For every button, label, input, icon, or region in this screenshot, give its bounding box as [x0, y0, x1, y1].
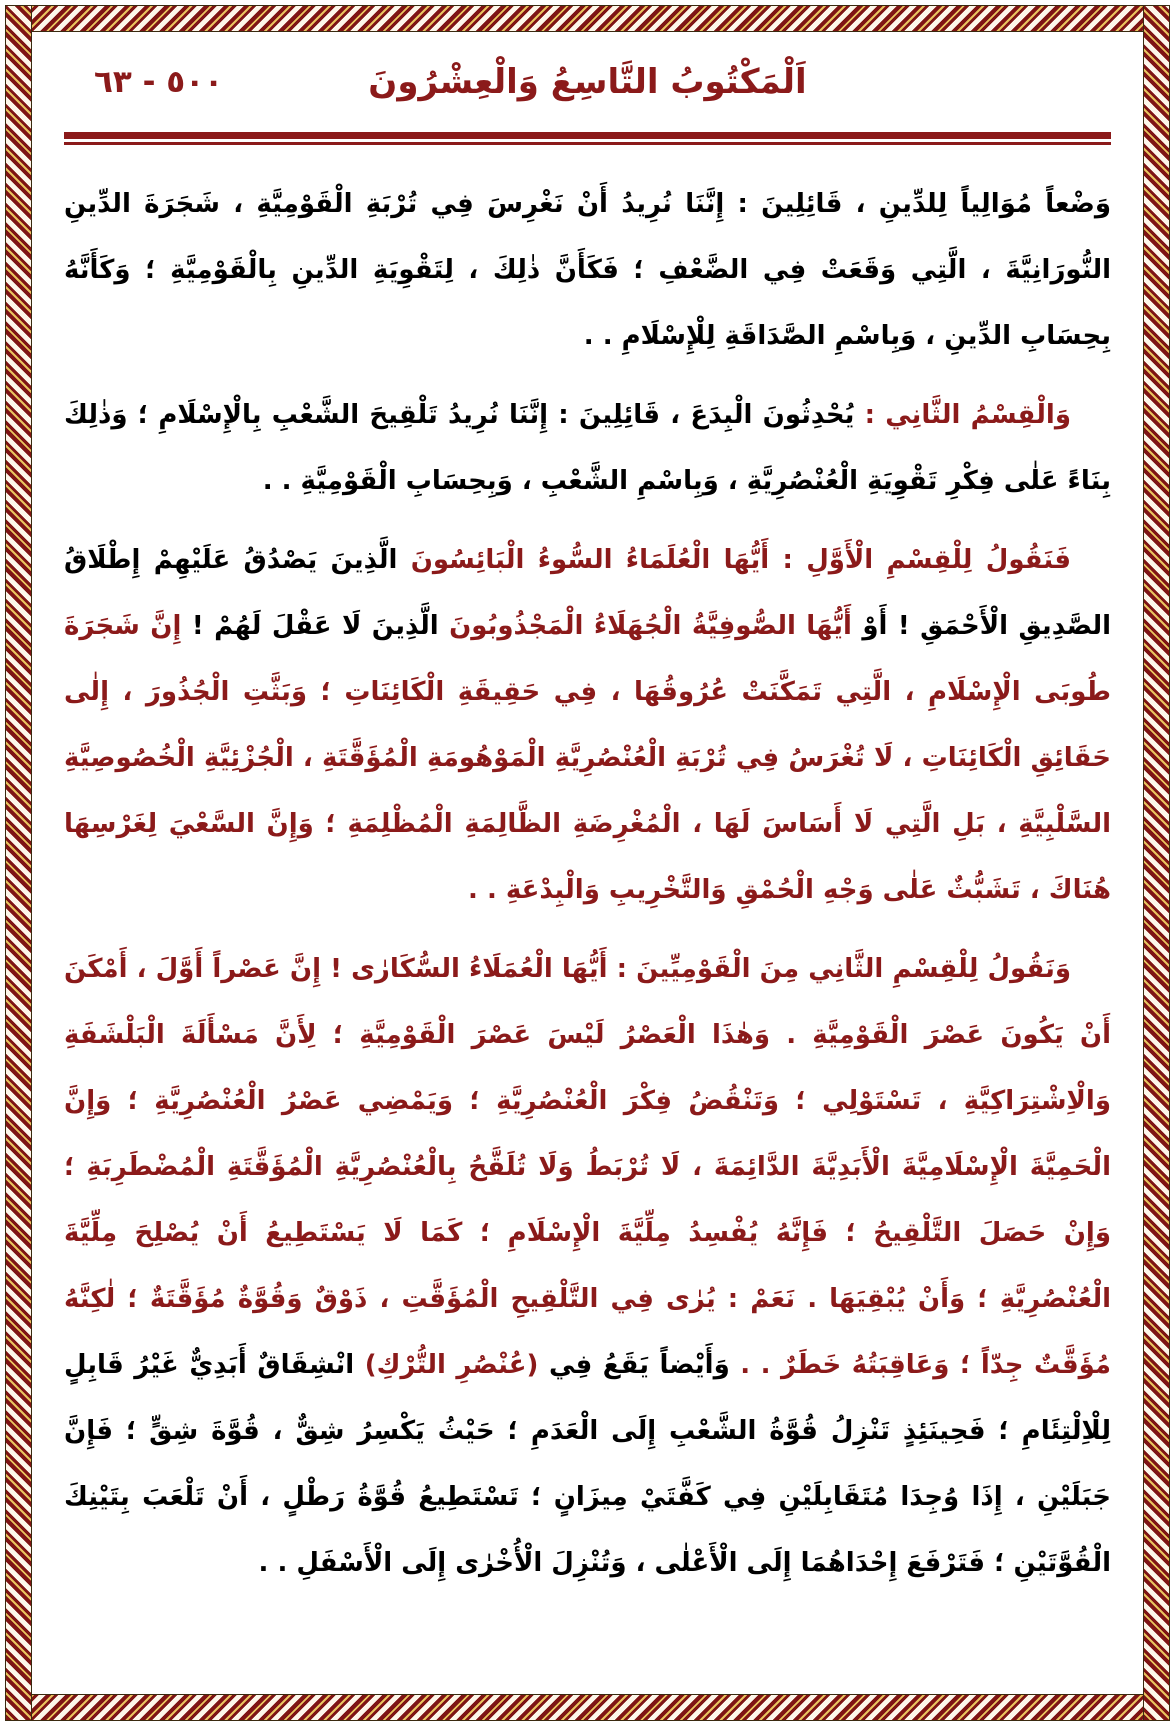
text-run: انْشِقَاقٌ أَبَدِيٌّ غَيْرُ قَابِلٍ لِلْاِلْتِئَامِ ؛ فَحِينَئِذٍ تَنْزِلُ قُوَّةُ الشَّعْبِ إِلَى الْعَدَمِ ؛ حَيْثُ يَكْسِرُ شِقٌّ ، قُوَّةَ شِقٍّ ؛ فَإِنَّ جَبَلَيْنِ ، إِذَا وُجِدَا مُتَقَابِلَيْنِ فِي كَفَّتَيْ مِيزَانٍ ؛ تَسْتَطِيعُ قُوَّةُ رَطْلٍ ، أَنْ تَلْعَبَ بِتَيْنِكَ الْقُوَّتَيْنِ ؛ فَتَرْفَعَ إِحْدَاهُمَا إِلَى الْأَعْلٰى ، وَتُنْزِلَ الْأُخْرٰى إِلَى الْأَسْفَلِ . . [64, 1350, 1111, 1578]
text-run: وَالْقِسْمُ الثَّانِي : [854, 400, 1071, 430]
ornamental-border-right [1143, 5, 1170, 1721]
paragraph [64, 527, 1111, 923]
text-run: وَضْعاً مُوَالِياً لِلدِّينِ ، قَائِلِينَ : إِنَّنَا نُرِيدُ أَنْ نَغْرِسَ فِي تُرْبَةِ الْقَوْمِيَّةِ ، شَجَرَةَ الدِّينِ النُّورَانِيَّةَ ، الَّتِي وَقَعَتْ فِي الضَّعْفِ ؛ فَكَأَنَّ ذٰلِكَ ، لِتَقْوِيَةِ الدِّينِ بِالْقَوْمِيَّةِ ؛ وَكَأَنَّهُ بِحِسَابِ الدِّينِ ، وَبِاسْمِ الصَّدَاقَةِ لِلْإِسْلَامِ . . [64, 189, 1111, 351]
header-rule-thick [64, 132, 1111, 139]
text-run: أَيُّهَا الصُّوفِيَّةُ الْجُهَلَاءُ الْمَجْذُوبُونَ [438, 611, 852, 641]
paragraph [64, 382, 1111, 514]
header-rule-thin [64, 142, 1111, 145]
text-run: الَّذِينَ لَا عَقْلَ لَهُمْ ! [181, 611, 439, 641]
text-run: وَنَقُولُ لِلْقِسْمِ الثَّانِي مِنَ الْقَوْمِيِّينَ : أَيُّهَا الْعُمَلَاءُ السُّكَارٰى ! إِنَّ عَصْراً أَوَّلَ ، أَمْكَنَ أَنْ يَكُونَ عَصْرَ الْقَوْمِيَّةِ . وَهٰذَا الْعَصْرُ لَيْسَ عَصْرَ الْقَوْمِيَّةِ ؛ لِأَنَّ مَسْأَلَةَ الْبَلْشَفَةِ وَالْاِشْتِرَاكِيَّةِ ، تَسْتَوْلِي ؛ وَتَنْقُضُ فِكْرَ الْعُنْصُرِيَّةِ ؛ وَيَمْضِي عَصْرُ الْعُنْصُرِيَّةِ ؛ وَإِنَّ الْحَمِيَّةَ الْإِسْلَامِيَّةَ الْأَبَدِيَّةَ الدَّائِمَةَ ، لَا تُرْبَطُ وَلَا تُلَقَّحُ بِالْعُنْصُرِيَّةِ الْمُؤَقَّتَةِ الْمُضْطَرِبَةِ ؛ وَإِنْ حَصَلَ التَّلْقِيحُ ؛ فَإِنَّهُ يُفْسِدُ مِلِّيَّةَ الْإِسْلَامِ ؛ كَمَا لَا يَسْتَطِيعُ أَنْ يُصْلِحَ مِلِّيَّةَ الْعُنْصُرِيَّةِ ؛ وَأَنْ يُبْقِيَهَا . نَعَمْ : يُرٰى فِي التَّلْقِيحِ الْمُؤَقَّتِ ، ذَوْقٌ وَقُوَّةٌ مُؤَقَّتَةٌ ؛ لٰكِنَّهُ مُؤَقَّتٌ جِدّاً ؛ وَعَاقِبَتُهُ خَطَرٌ . . [64, 954, 1111, 1380]
text-run: فَنَقُولُ لِلْقِسْمِ الْأَوَّلِ : أَيُّهَا الْعُلَمَاءُ السُّوءُ الْبَائِسُونَ [397, 545, 1071, 575]
page-content [64, 50, 1111, 1680]
page-number: ٥٠٠ - ٦٣ [94, 64, 224, 100]
paragraph [64, 936, 1111, 1596]
text-run: (عُنْصُرِ التُّرْكِ) [354, 1350, 539, 1380]
ornamental-border-bottom [5, 1694, 1170, 1721]
ornamental-border-left [5, 5, 32, 1721]
text-run: إِنَّ شَجَرَةَ طُوبَى الْإِسْلَامِ ، الَّتِي تَمَكَّنَتْ عُرُوقُهَا ، فِي حَقِيقَةِ الْكَائِنَاتِ ؛ وَبَثَّتِ الْجُذُورَ ، إِلٰى حَقَائِقِ الْكَائِنَاتِ ، لَا تُغْرَسُ فِي تُرْبَةِ الْعُنْصُرِيَّةِ الْمَوْهُومَةِ الْمُؤَقَّتَةِ ، الْجُزْئِيَّةِ الْخُصُوصِيَّةِ السَّلْبِيَّةِ ، بَلِ الَّتِي لَا أَسَاسَ لَهَا ، الْمُغْرِضَةِ الظَّالِمَةِ الْمُظْلِمَةِ ؛ وَإِنَّ السَّعْيَ لِغَرْسِهَا هُنَاكَ ، تَشَبُّثٌ عَلٰى وَجْهِ الْحُمْقِ وَالتَّخْرِيبِ وَالْبِدْعَةِ . . [64, 611, 1111, 905]
ornamental-border-top [5, 5, 1170, 32]
page-title: اَلْمَكْتُوبُ التَّاسِعُ وَالْعِشْرُونَ [368, 62, 807, 102]
text-run: وَأَيْضاً يَقَعُ فِي [538, 1350, 730, 1380]
text-run: الَّذِينَ يَصْدُقُ عَلَيْهِمْ إِطْلَاقُ الصَّدِيقِ الْأَحْمَقِ ! أَوْ [64, 545, 1112, 641]
paragraph [64, 171, 1111, 369]
page-header [64, 50, 1111, 128]
document-body [64, 171, 1111, 1596]
text-run: يُحْدِثُونَ الْبِدَعَ ، قَائِلِينَ : إِنَّنَا نُرِيدُ تَلْقِيحَ الشَّعْبِ بِالْإِسْلَامِ ؛ وَذٰلِكَ بِنَاءً عَلٰى فِكْرِ تَقْوِيَةِ الْعُنْصُرِيَّةِ ، وَبِاسْمِ الشَّعْبِ ، وَبِحِسَابِ الْقَوْمِيَّةِ . . [64, 400, 1111, 496]
